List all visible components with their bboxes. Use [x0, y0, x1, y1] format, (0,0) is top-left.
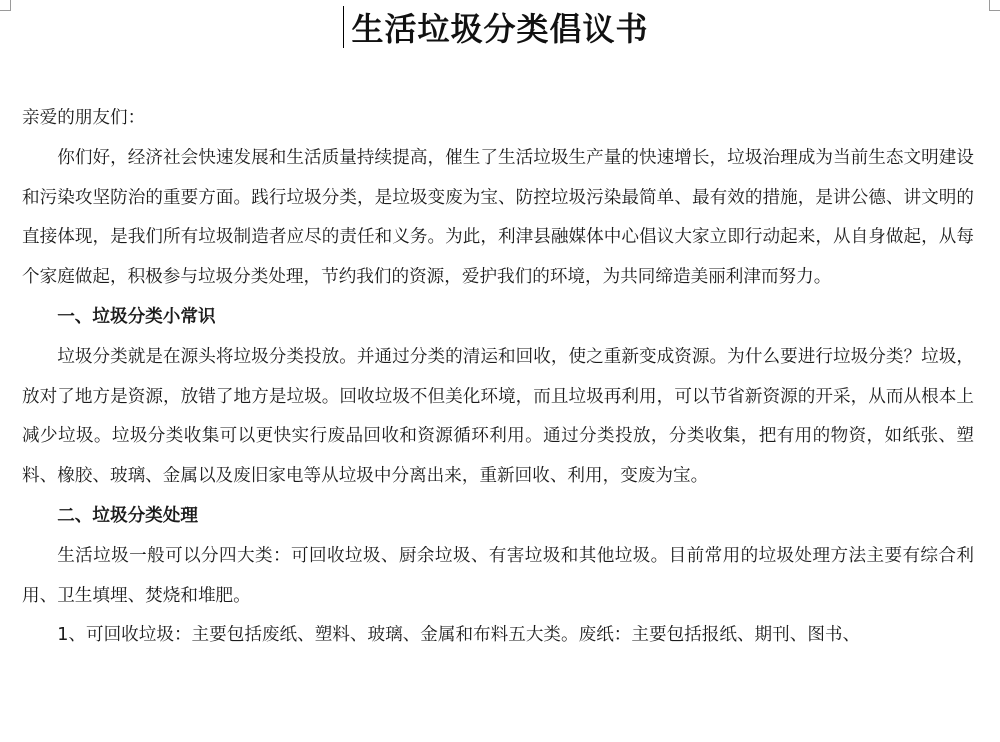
intro-paragraph: 你们好，经济社会快速发展和生活质量持续提高，催生了生活垃圾生产量的快速增长，垃圾治理成为当前生态文明建设和污染攻坚防治的重要方面。践行垃圾分类，是垃圾变废为宝、防控垃圾污染最简单、最有效的措施，是讲公德、讲文明的直接体现，是我们所有垃圾制造者应尽的责任和义务。为此，利津县融媒体中心倡议大家立即行动起来，从自身做起，从每个家庭做起，积极参与垃圾分类处理，节约我们的资源，爱护我们的环境，为共同缔造美丽利津而努力。	[22, 147, 974, 288]
section-1-heading: 一、垃圾分类小常识	[57, 306, 216, 327]
text-cursor	[343, 6, 344, 48]
section-2-paragraph: 生活垃圾一般可以分四大类：可回收垃圾、厨余垃圾、有害垃圾和其他垃圾。目前常用的垃圾处理方法主要有综合利用、卫生填埋、焚烧和堆肥。	[22, 545, 974, 606]
section-2-heading: 二、垃圾分类处理	[57, 505, 198, 526]
section-1-paragraph: 垃圾分类就是在源头将垃圾分类投放。并通过分类的清运和回收，使之重新变成资源。为什么要进行垃圾分类？垃圾，放对了地方是资源，放错了地方是垃圾。回收垃圾不但美化环境，而且垃圾再利用，可以节省新资源的开采，从而从根本上减少垃圾。垃圾分类收集可以更快实行废品回收和资源循环利用。通过分类投放，分类收集，把有用的物资，如纸张、塑料、橡胶、玻璃、金属以及废旧家电等从垃圾中分离出来，重新回收、利用，变废为宝。	[22, 346, 974, 487]
document-body[interactable]	[22, 99, 974, 656]
document-title: 生活垃圾分类倡议书	[351, 10, 649, 48]
greeting: 亲爱的朋友们：	[22, 108, 146, 128]
list-item-1: 1、可回收垃圾：主要包括废纸、塑料、玻璃、金属和布料五大类。废纸：主要包括报纸、期刊、图书、	[57, 625, 861, 646]
